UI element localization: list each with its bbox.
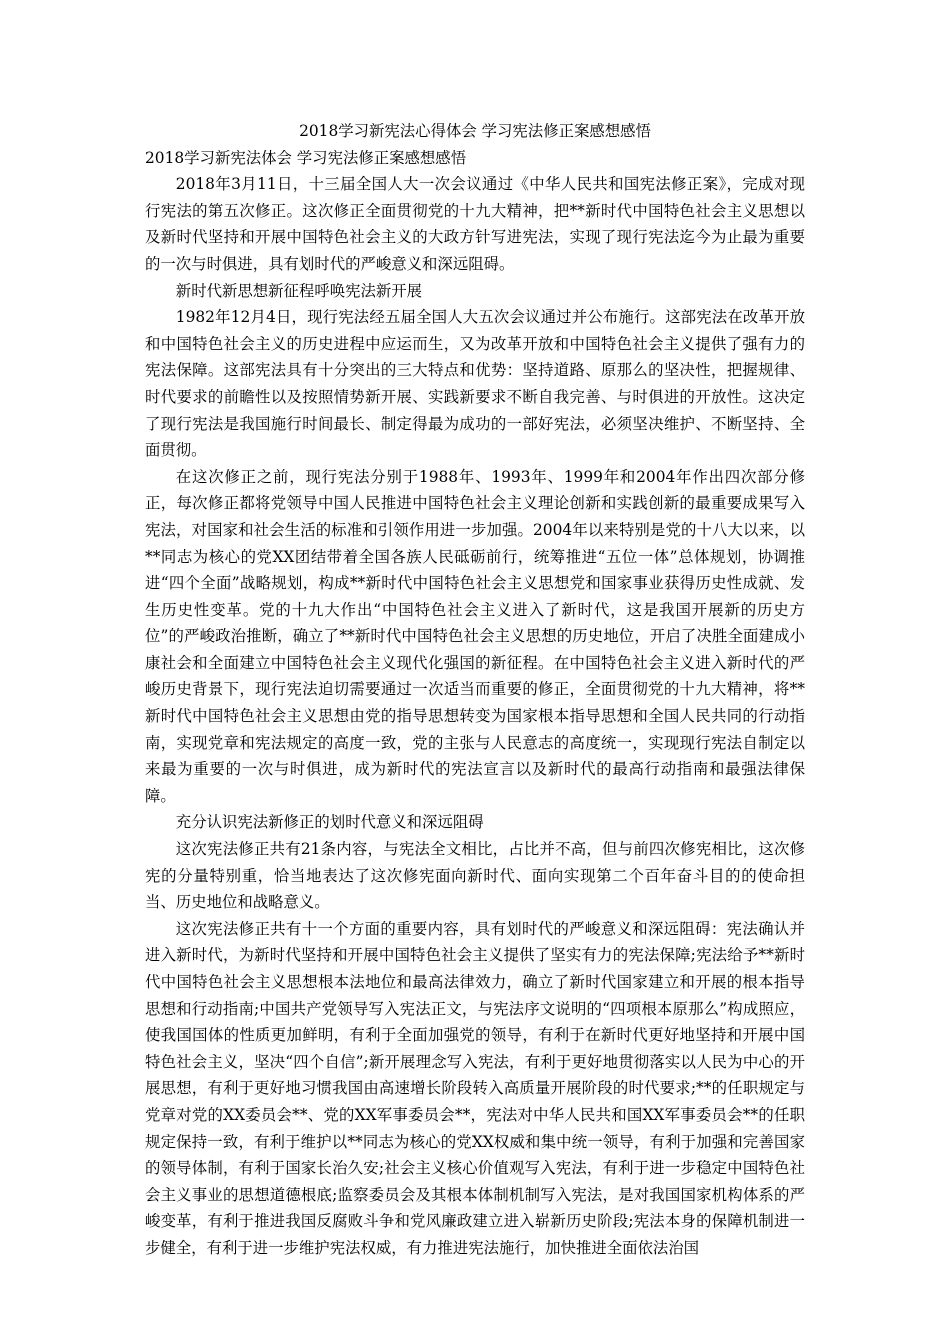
paragraph-5: 这次宪法修正共有十一个方面的重要内容，具有划时代的严峻意义和深远阻碍：宪法确认并进入新时代，为新时代坚持和开展中国特色社会主义提供了坚实有力的宪法保障;宪法给予**新时代中国特色社会主义思想根本法地位和最高法律效力，确立了新时代国家建立和开展的根本指导思想和行动指南;中国共产党领导写入宪法正文，与宪法序文说明的“四项根本原那么”构成照应，使我国国体的性质更加鲜明，有利于全面加强党的领导，有利于在新时代更好地坚持和开展中国特色社会主义，坚决“四个自信”;新开展理念写入宪法，有利于更好地贯彻落实以人民为中心的开展思想，有利于更好地习惯我国由高速增长阶段转入高质量开展阶段的时代要求;**的任职规定与党章对党的XX委员会**、党的XX军事委员会**，宪法对中华人民共和国XX军事委员会**的任职规定保持一致，有利于维护以**同志为核心的党XX权威和集中统一领导，有利于加强和完善国家的领导体制，有利于国家长治久安;社会主义核心价值观写入宪法，有利于进一步稳定中国特色社会主义事业的思想道德根底;监察委员会及其根本体制机制写入宪法，是对我国国家机构体系的严峻变革，有利于推进我国反腐败斗争和党风廉政建立进入崭新历史阶段;宪法本身的保障机制进一步健全，有利于进一步维护宪法权威，有力推进宪法施行，加快推进全面依法治国 <box>145 919 805 1257</box>
document-page <box>145 118 805 1262</box>
paragraph-2: 1982年12月4日，现行宪法经五届全国人大五次会议通过并公布施行。这部宪法在改革开放和中国特色社会主义的历史进程中应运而生，又为改革开放和中国特色社会主义提供了强有力的宪法保障。这部宪法具有十分突出的三大特点和优势：坚持道路、原那么的坚决性，把握规律、时代要求的前瞻性以及按照情势新开展、实践新要求不断自我完善、与时俱进的开放性。这决定了现行宪法是我国施行时间最长、制定得最为成功的一部好宪法，必须坚决维护、不断坚持、全面贯彻。 <box>145 308 805 460</box>
document-title: 2018学习新宪法心得体会 学习宪法修正案感想感悟 <box>299 122 651 140</box>
section-heading-1: 新时代新思想新征程呼唤宪法新开展 <box>175 281 423 300</box>
section-heading-2: 充分认识宪法新修正的划时代意义和深远阻碍 <box>175 813 484 832</box>
paragraph-4: 这次宪法修正共有21条内容，与宪法全文相比，占比并不高，但与前四次修宪相比，这次修宪的分量特别重，恰当地表达了这次修宪面向新时代、面向实现第二个百年奋斗目的的使命担当、历史地位和战略意义。 <box>145 840 805 912</box>
paragraph-3: 在这次修正之前，现行宪法分别于1988年、1993年、1999年和2004年作出四次部分修正，每次修正都将党领导中国人民推进中国特色社会主义理论创新和实践创新的最重要成果写入宪法，对国家和社会生活的标准和引领作用进一步加强。2004年以来特别是党的十八大以来，以**同志为核心的党XX团结带着全国各族人民砥砺前行，统筹推进“五位一体”总体规划，协调推进“四个全面”战略规划，构成**新时代中国特色社会主义思想党和国家事业获得历史性成就、发生历史性变革。党的十九大作出“中国特色社会主义进入了新时代，这是我国开展新的历史方位”的严峻政治推断，确立了**新时代中国特色社会主义思想的历史地位，开启了决胜全面建成小康社会和全面建立中国特色社会主义现代化强国的新征程。在中国特色社会主义进入新时代的严峻历史背景下，现行宪法迫切需要通过一次适当而重要的修正，全面贯彻党的十九大精神，将**新时代中国特色社会主义思想由党的指导思想转变为国家根本指导思想和全国人民共同的行动指南，实现党章和宪法规定的高度一致，党的主张与人民意志的高度统一，实现现行宪法自制定以来最为重要的一次与时俱进，成为新时代的宪法宣言以及新时代的最高行动指南和最强法律保障。 <box>145 467 805 805</box>
document-subtitle: 2018学习新宪法体会 学习宪法修正案感想感悟 <box>145 148 467 167</box>
paragraph-1: 2018年3月11日，十三届全国人大一次会议通过《中华人民共和国宪法修正案》，完成对现行宪法的第五次修正。这次修正全面贯彻党的十九大精神，把**新时代中国特色社会主义思想以及新时代坚持和开展中国特色社会主义的大政方针写进宪法，实现了现行宪法迄今为止最为重要的一次与时俱进，具有划时代的严峻意义和深远阻碍。 <box>145 175 805 273</box>
